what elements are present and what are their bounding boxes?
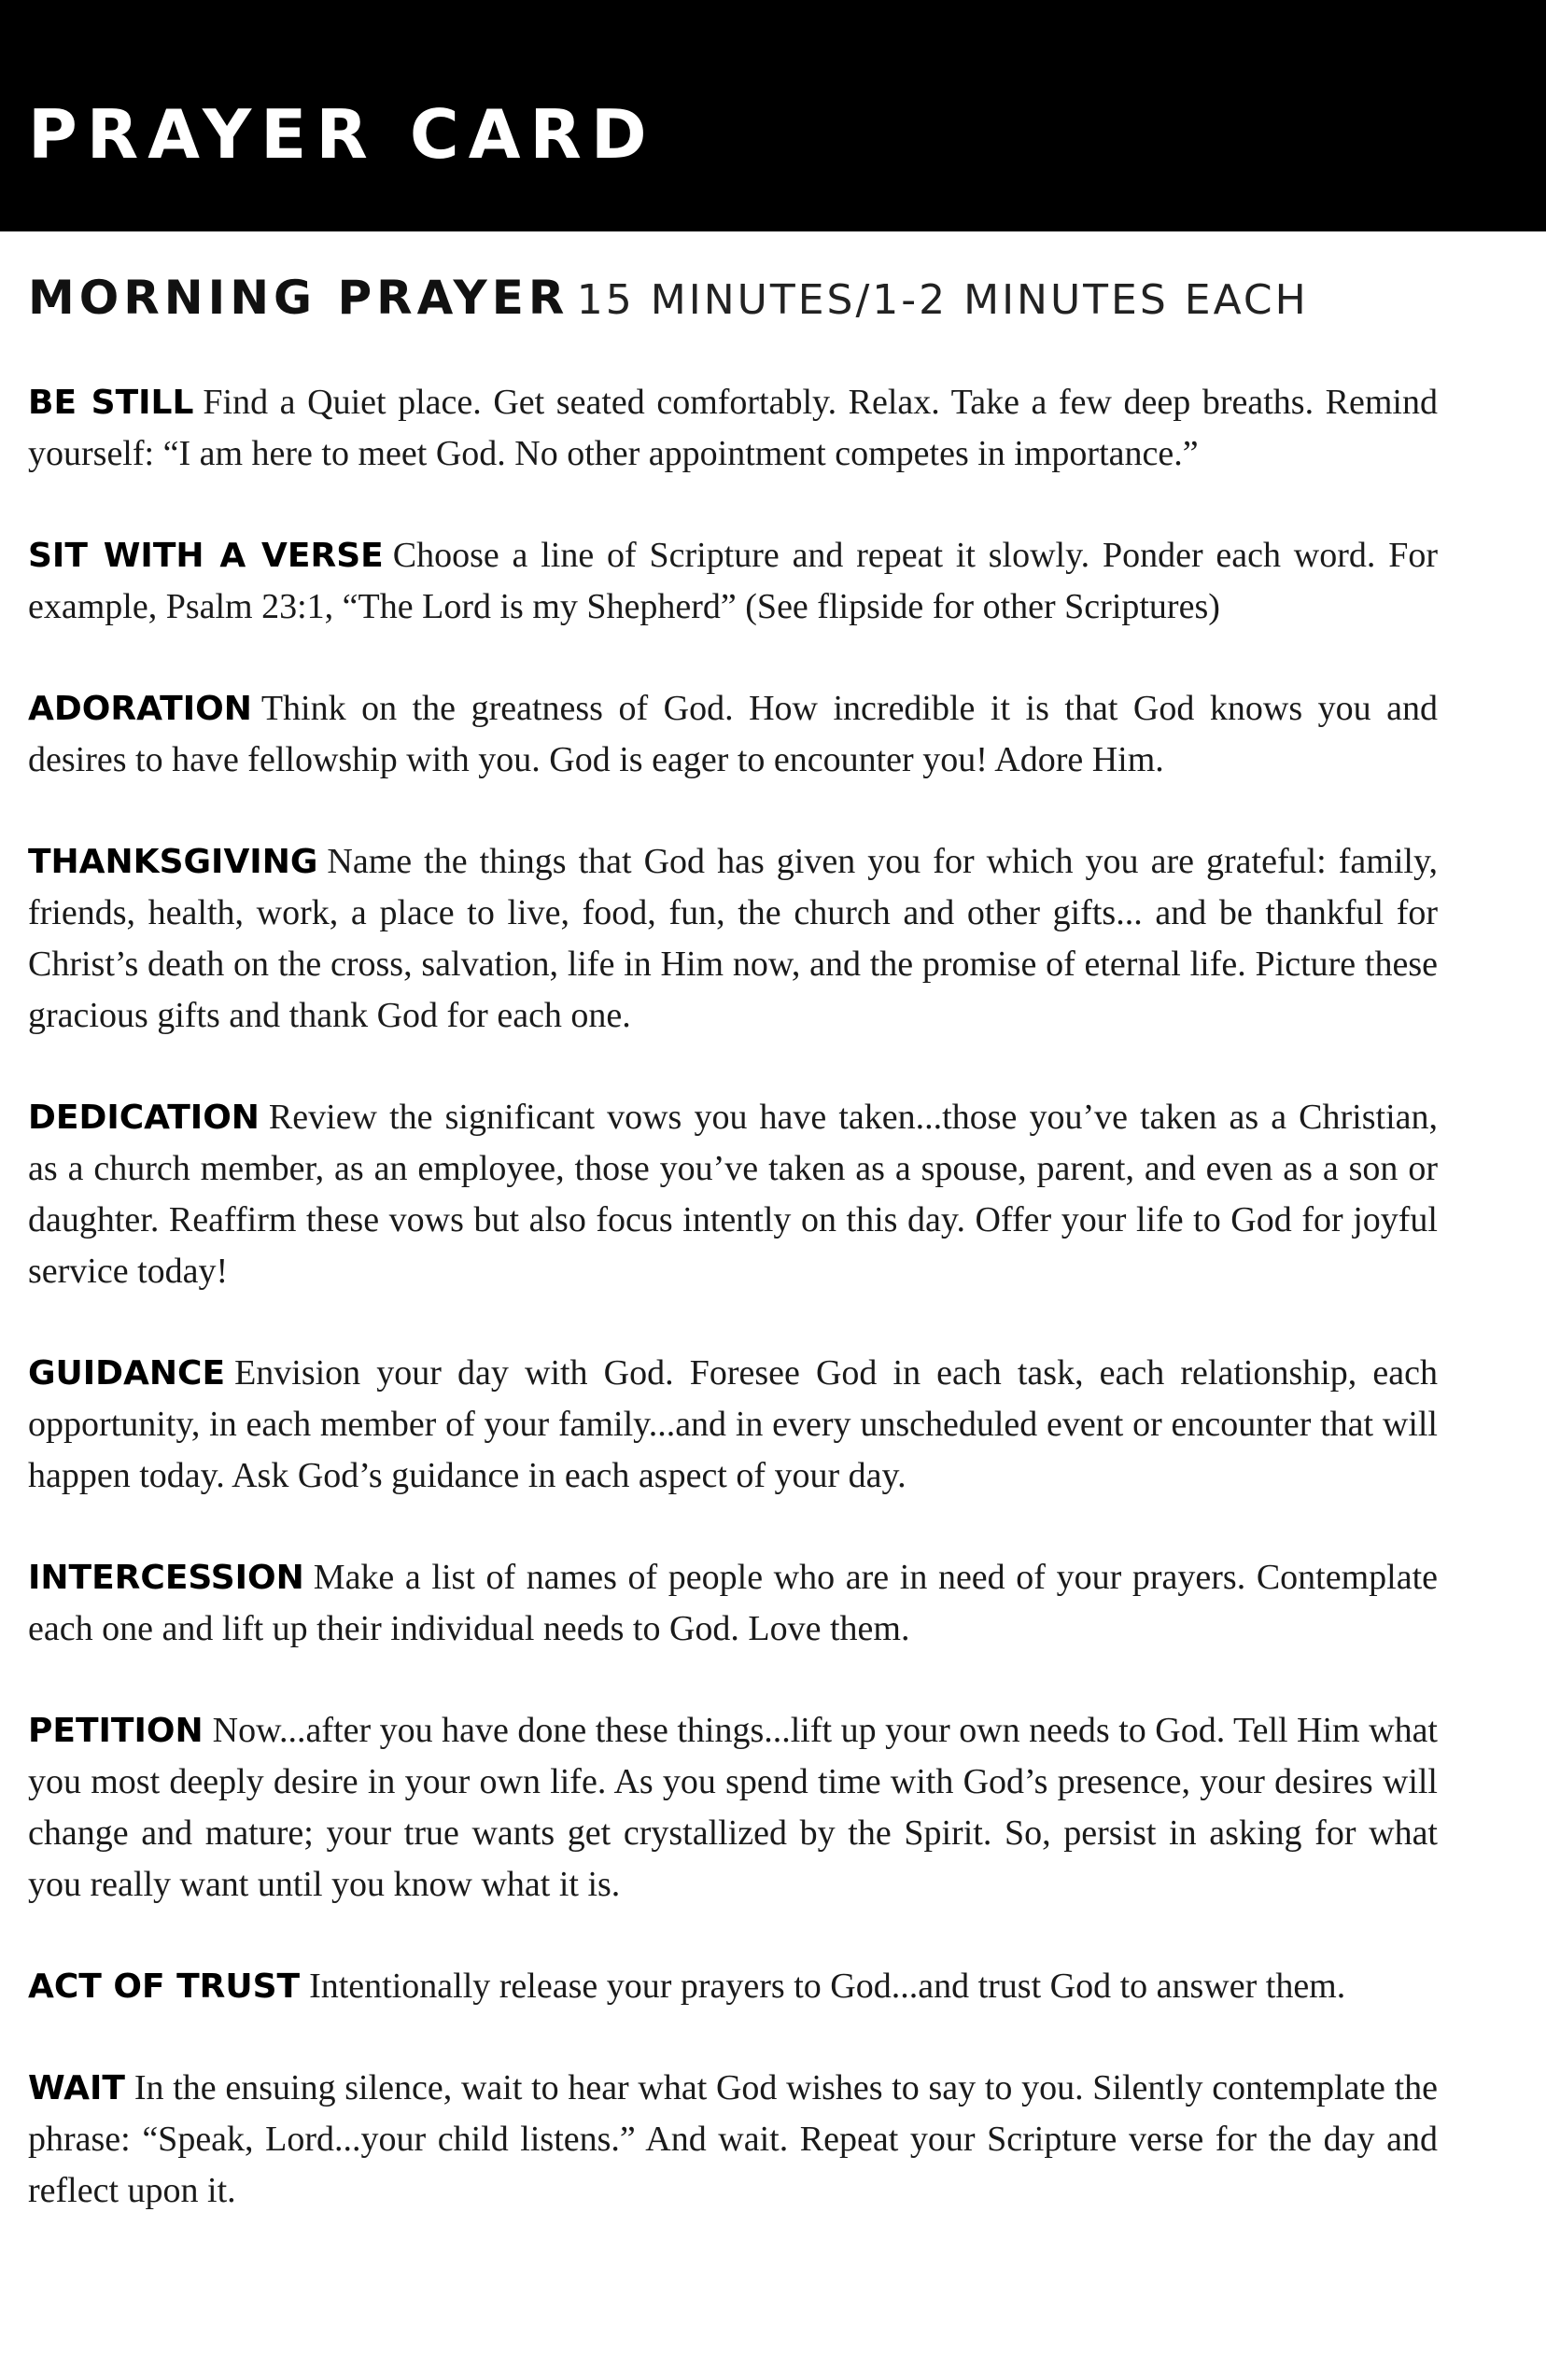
step-text: Find a Quiet place. Get seated comfortably. Relax. Take a few deep breaths. Remind yourself: “I am here to meet God. No other appointment competes in importance.” xyxy=(28,383,1438,473)
step-text: In the ensuing silence, wait to hear what God wishes to say to you. Silently contemplate the phrase: “Speak, Lord...your child listens.” And wait. Repeat your Scripture verse for the day and reflect upon it. xyxy=(28,2068,1438,2210)
step-text: Name the things that God has given you for which you are grateful: family, friends, health, work, a place to live, food, fun, the church and other gifts... and be thankful for Christ’s death on the cross, salvation, life in Him now, and the promise of eternal life. Picture these gracious gifts and thank God for each one. xyxy=(28,842,1438,1035)
step-label: DEDICATION xyxy=(28,1099,260,1137)
step-label: ADORATION xyxy=(28,690,252,728)
step-text: Make a list of names of people who are in need of your prayers. Contemplate each one and lift up their individual needs to God. Love them. xyxy=(28,1558,1438,1648)
step-label: THANKSGIVING xyxy=(28,843,318,881)
step-label: SIT WITH A VERSE xyxy=(28,537,384,575)
step-guidance xyxy=(28,1348,1438,1502)
prayer-steps xyxy=(28,377,1438,2267)
step-text: Envision your day with God. Foresee God in each task, each relationship, each opportunity, in each member of your family...and in every unscheduled event or encounter that will happen today. Ask God’s guidance in each aspect of your day. xyxy=(28,1353,1438,1495)
step-sit-with-a-verse xyxy=(28,530,1438,633)
step-text: Review the significant vows you have taken...those you’ve taken as a Christian, as a church member, as an employee, those you’ve taken as a spouse, parent, and even as a son or daughter. Reaffirm these vows but also focus intently on this day. Offer your life to God for joyful service today! xyxy=(28,1098,1438,1291)
step-act-of-trust xyxy=(28,1961,1438,2012)
step-text: Now...after you have done these things...lift up your own needs to God. Tell Him what you most deeply desire in your own life. As you spend time with God’s presence, your desires will change and mature; your true wants get crystallized by the Spirit. So, persist in asking for what you really want until you know what it is. xyxy=(28,1711,1438,1904)
header-band xyxy=(0,0,1546,231)
step-be-still xyxy=(28,377,1438,480)
step-label: ACT OF TRUST xyxy=(28,1967,301,2006)
step-label: BE STILL xyxy=(28,384,194,422)
step-label: PETITION xyxy=(28,1712,204,1750)
step-thanksgiving xyxy=(28,836,1438,1042)
section-header xyxy=(28,271,1309,325)
step-petition xyxy=(28,1705,1438,1911)
step-intercession xyxy=(28,1552,1438,1655)
step-text: Choose a line of Scripture and repeat it slowly. Ponder each word. For example, Psalm 23:1, “The Lord is my Shepherd” (See flipside for other Scriptures) xyxy=(28,536,1438,626)
section-title: MORNING PRAYER xyxy=(28,271,569,325)
step-label: WAIT xyxy=(28,2069,125,2107)
step-text: Intentionally release your prayers to God...and trust God to answer them. xyxy=(309,1967,1346,2006)
step-label: INTERCESSION xyxy=(28,1559,304,1597)
step-wait xyxy=(28,2063,1438,2217)
step-label: GUIDANCE xyxy=(28,1354,226,1393)
step-text: Think on the greatness of God. How incredible it is that God knows you and desires to have fellowship with you. God is eager to encounter you! Adore Him. xyxy=(28,689,1438,779)
step-dedication xyxy=(28,1092,1438,1297)
section-subtitle: 15 MINUTES/1-2 MINUTES EACH xyxy=(576,276,1309,324)
page-title: PRAYER CARD xyxy=(28,95,656,174)
step-adoration xyxy=(28,683,1438,786)
